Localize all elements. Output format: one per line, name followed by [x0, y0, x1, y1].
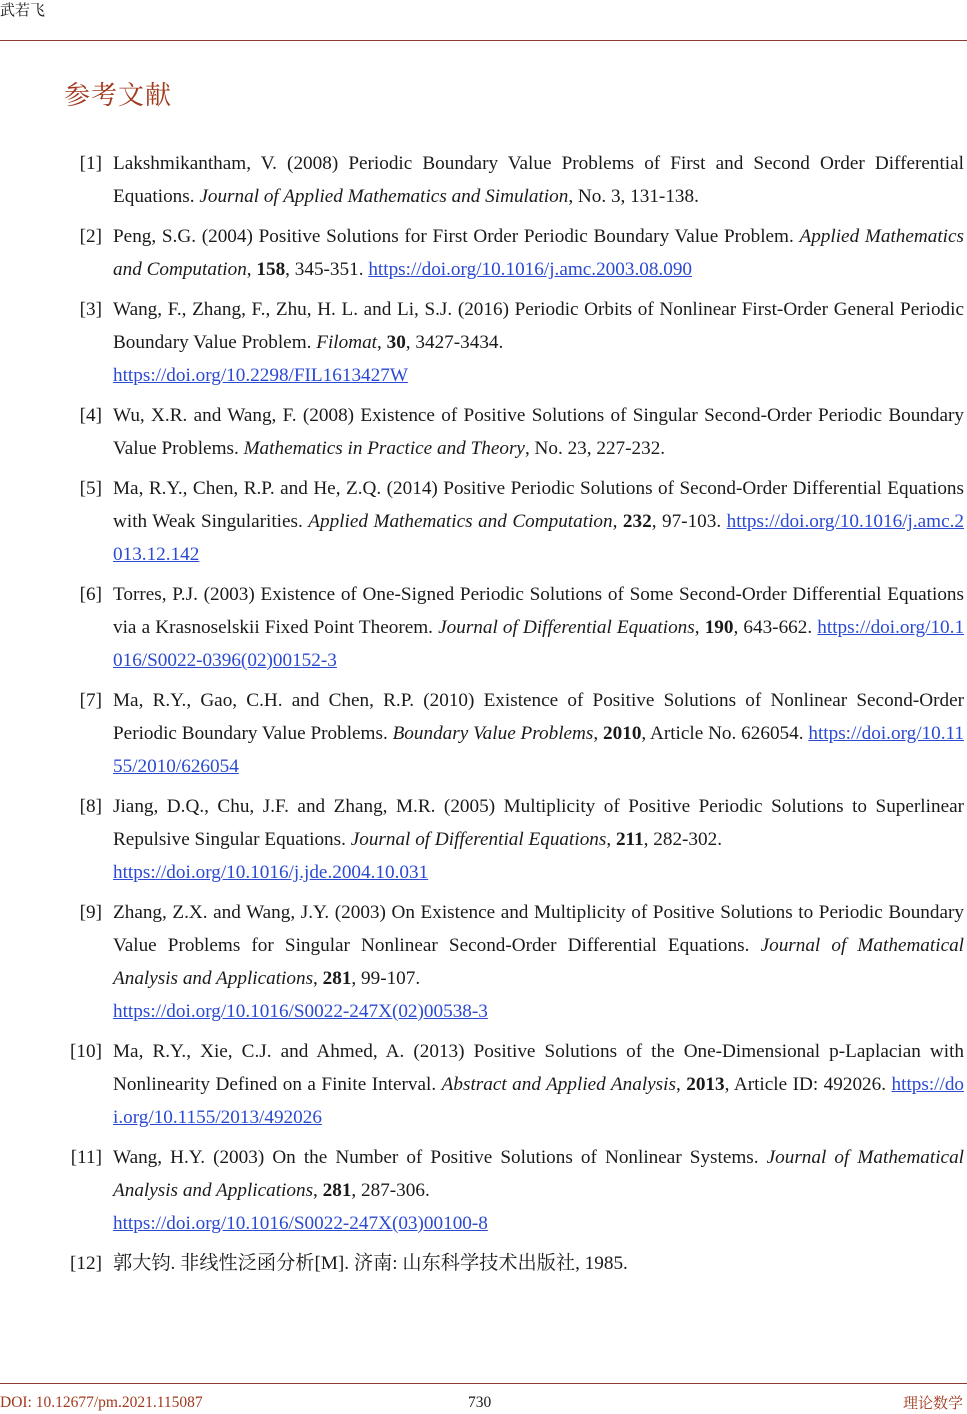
reference-details: , [246, 259, 257, 280]
reference-text: Torres, P.J. (2003) Existence of One-Signed Periodic Solutions of Some Second-Order Differential Equations via a Krasnoselskii Fixed Point Theorem. [113, 584, 964, 638]
footer-doi: DOI: 10.12677/pm.2021.115087 [0, 1394, 203, 1411]
reference-text: Wang, H.Y. (2003) On the Number of Positive Solutions of Nonlinear Systems. [113, 1147, 767, 1168]
reference-pages: , 99-107. [351, 968, 421, 989]
reference-doi-link[interactable]: https://doi.org/10.1016/j.amc.2013.12.142 [113, 511, 965, 565]
reference-item [0, 684, 967, 783]
reference-details: , No. 23, 227-232. [524, 438, 666, 459]
reference-doi-link[interactable]: https://doi.org/10.1016/S0022-247X(03)00100-8 [113, 1213, 488, 1234]
reference-journal: Applied Mathematics and Computation [113, 226, 964, 280]
reference-number: [11] [70, 1147, 102, 1168]
reference-pages: , Article No. 626054. [641, 723, 809, 744]
reference-item [0, 1247, 967, 1280]
reference-volume: 2013 [686, 1074, 725, 1095]
reference-number: [4] [79, 405, 102, 426]
reference-number: [12] [70, 1253, 102, 1274]
reference-number: [2] [79, 226, 102, 247]
reference-details: , [313, 968, 323, 989]
reference-pages: , 97-103. [651, 511, 727, 532]
footer-journal-name: 理论数学 [902, 1394, 963, 1412]
reference-details: , [313, 1180, 323, 1201]
reference-number: [5] [79, 478, 102, 499]
reference-item [0, 472, 967, 571]
reference-details: , No. 3, 131-138. [568, 186, 699, 207]
footer-divider [0, 1383, 967, 1384]
reference-item [0, 147, 967, 213]
reference-journal: Boundary Value Problems [392, 723, 594, 744]
reference-text: Lakshmikantham, V. (2008) Periodic Boundary Value Problems of First and Second Order Differential Equations. [113, 153, 964, 207]
reference-item [0, 790, 967, 889]
reference-journal: Journal of Differential Equations [438, 617, 695, 638]
reference-doi-link[interactable]: https://doi.org/10.1016/j.amc.2003.08.090 [368, 259, 693, 280]
reference-text: Wu, X.R. and Wang, F. (2008) Existence of Positive Solutions of Singular Second-Order Periodic Boundary Value Problems. [113, 405, 964, 459]
reference-number: [10] [70, 1041, 102, 1062]
reference-details: , [675, 1074, 687, 1095]
reference-details: , [377, 332, 387, 353]
reference-text: Wang, F., Zhang, F., Zhu, H. L. and Li, S.J. (2016) Periodic Orbits of Nonlinear First-Order General Periodic Boundary Value Problem. [113, 299, 964, 353]
reference-text: Ma, R.Y., Gao, C.H. and Chen, R.P. (2010) Existence of Positive Solutions of Nonlinear Second-Order Periodic Boundary Value Problems. [113, 690, 964, 744]
reference-item [0, 896, 967, 1028]
reference-item [0, 1141, 967, 1240]
reference-item [0, 1035, 967, 1134]
reference-doi-link[interactable]: https://doi.org/10.2298/FIL1613427W [113, 365, 408, 386]
reference-doi-link[interactable]: https://doi.org/10.1155/2013/492026 [113, 1074, 965, 1128]
reference-journal: Journal of Differential Equations [350, 829, 607, 850]
page-number: 730 [468, 1394, 492, 1411]
reference-details: , [694, 617, 705, 638]
reference-volume: 281 [322, 968, 352, 989]
reference-doi-link[interactable]: https://doi.org/10.1155/2010/626054 [113, 723, 965, 777]
reference-doi-link[interactable]: https://doi.org/10.1016/S0022-0396(02)00152-3 [113, 617, 965, 671]
reference-journal: Journal of Applied Mathematics and Simulation [199, 186, 569, 207]
reference-journal: Applied Mathematics and Computation [308, 511, 613, 532]
header-author: 武若飞 [0, 3, 46, 19]
reference-details: , [593, 723, 604, 744]
reference-volume: 281 [322, 1180, 352, 1201]
reference-item [0, 399, 967, 465]
reference-number: [6] [79, 584, 102, 605]
reference-journal: Journal of Mathematical Analysis and Applications [113, 1147, 964, 1201]
reference-text: Peng, S.G. (2004) Positive Solutions for First Order Periodic Boundary Value Problem. [113, 226, 800, 247]
reference-details: , [612, 511, 623, 532]
reference-text: Zhang, Z.X. and Wang, J.Y. (2003) On Existence and Multiplicity of Positive Solutions to Periodic Boundary Value Problems for Singular Nonlinear Second-Order Differential Equations. [113, 902, 964, 956]
section-title: 参考文献 [64, 81, 173, 111]
reference-number: [7] [79, 690, 102, 711]
reference-pages: , 643-662. [733, 617, 818, 638]
reference-pages: , 287-306. [351, 1180, 430, 1201]
reference-text: Jiang, D.Q., Chu, J.F. and Zhang, M.R. (2005) Multiplicity of Positive Periodic Solutions to Superlinear Repulsive Singular Equations. [113, 796, 964, 850]
reference-journal: Journal of Mathematical Analysis and Applications [113, 935, 965, 989]
reference-volume: 158 [256, 259, 286, 280]
reference-journal: Filomat [316, 332, 377, 353]
reference-volume: 211 [615, 829, 644, 850]
reference-details: , [606, 829, 616, 850]
reference-number: [8] [79, 796, 102, 817]
reference-doi-link[interactable]: https://doi.org/10.1016/S0022-247X(02)00538-3 [113, 1001, 488, 1022]
reference-journal: Abstract and Applied Analysis [441, 1074, 676, 1095]
reference-journal: Mathematics in Practice and Theory [243, 438, 525, 459]
reference-number: [1] [79, 153, 102, 174]
reference-text: Ma, R.Y., Xie, C.J. and Ahmed, A. (2013) Positive Solutions of the One-Dimensional p-Laplacian with Nonlinearity Defined on a Finite Interval. [113, 1041, 964, 1095]
reference-item [0, 220, 967, 286]
reference-pages: , 282-302. [643, 829, 723, 850]
header-divider [0, 40, 967, 41]
reference-number: [3] [79, 299, 102, 320]
reference-pages: , 3427-3434. [405, 332, 504, 353]
reference-volume: 2010 [603, 723, 642, 744]
reference-volume: 190 [704, 617, 734, 638]
reference-item [0, 293, 967, 392]
reference-volume: 30 [386, 332, 406, 353]
reference-pages: , Article ID: 492026. [724, 1074, 892, 1095]
reference-item [0, 578, 967, 677]
reference-number: [9] [79, 902, 102, 923]
reference-pages: , 345-351. [285, 259, 369, 280]
reference-volume: 232 [622, 511, 652, 532]
reference-text: 郭大钧. 非线性泛函分析[M]. 济南: 山东科学技术出版社, 1985. [113, 1253, 628, 1274]
reference-list [0, 147, 967, 1287]
reference-doi-link[interactable]: https://doi.org/10.1016/j.jde.2004.10.031 [113, 862, 429, 883]
reference-text: Ma, R.Y., Chen, R.P. and He, Z.Q. (2014) Positive Periodic Solutions of Second-Order Differential Equations with Weak Singularities. [113, 478, 964, 532]
